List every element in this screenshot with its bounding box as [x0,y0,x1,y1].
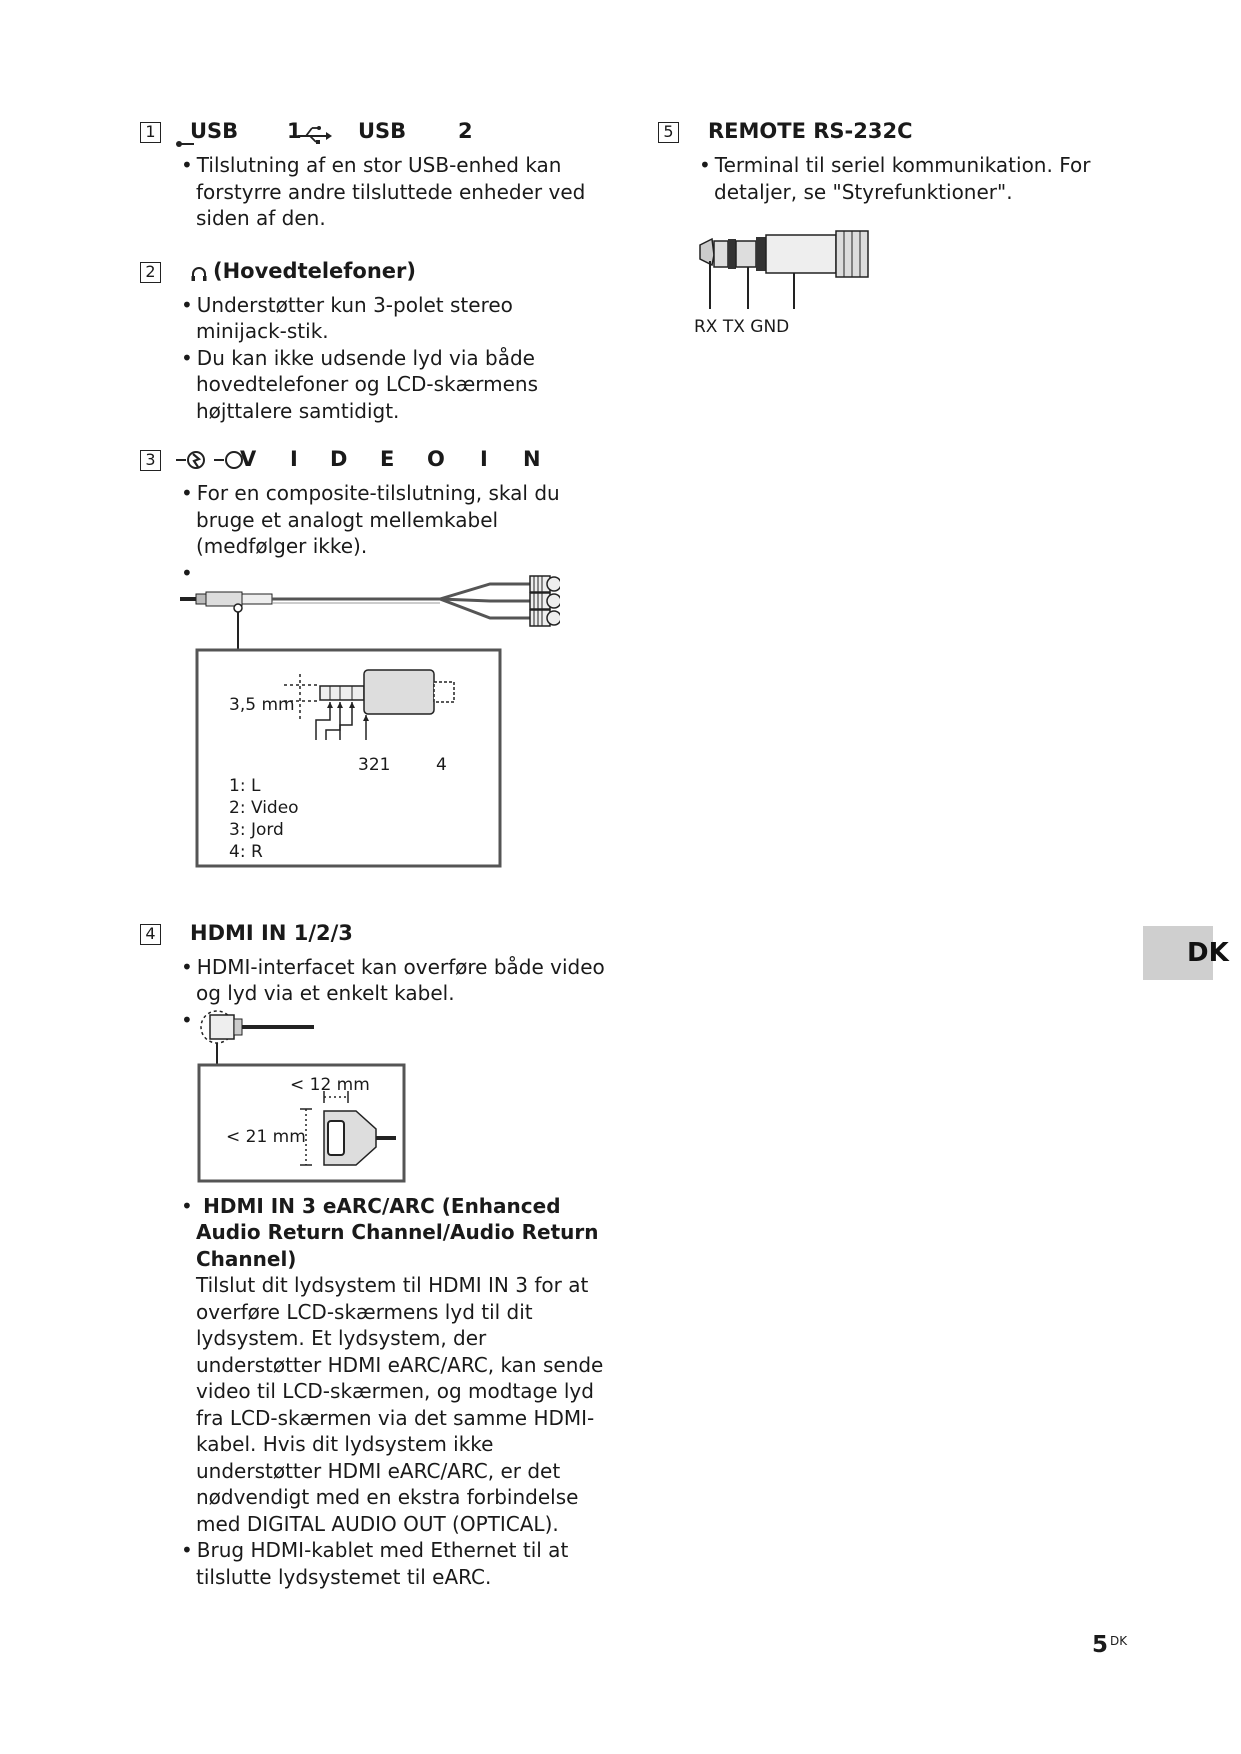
rs232c-pins-label: RX TX GND [694,317,790,337]
video-letter: V [240,447,257,471]
left-column [140,118,610,1590]
section-headphones-heading [140,258,610,292]
hdmi-width-label: < 12 mm [290,1074,370,1095]
section-remote-title: REMOTE RS-232C [708,119,913,143]
bullet-item: • Understøtter kun 3-polet stereo minijack-stik. [176,292,610,345]
composite-cable-diagram [140,570,610,900]
language-tab [1143,926,1229,980]
section-number: 1 [140,122,161,143]
bullet-item: • Brug HDMI-kablet med Ethernet til at tilslutte lydsystemet til eARC. [176,1537,610,1590]
headphones-icon [190,264,208,288]
earc-title: HDMI IN 3 eARC/ARC (Enhanced Audio Return Channel/Audio Return Channel) [196,1193,599,1271]
page-number-suffix: DK [1110,1634,1128,1648]
hdmi-plug-diagram [140,1007,610,1187]
section-headphones-bullets [140,292,610,425]
section-number: 4 [140,924,161,945]
section-hdmi-earc [140,1193,610,1591]
video-letter: D [330,447,348,471]
plug-size-label: 3,5 mm [229,694,295,715]
bullet-item-diagram [176,560,610,564]
section-remote [658,118,1108,353]
section-usb [140,118,610,232]
usb1-number: 1 [287,119,302,143]
pin-legend-item: 1: L [229,775,261,796]
bullet-item: • Du kan ikke udsende lyd via både hovedtelefoner og LCD-skærmens højttalere samtidigt. [176,345,610,425]
right-column [658,118,1108,353]
section-video-in-bullets [140,480,610,564]
video-letter: I [290,447,298,471]
usb2-label: USB [358,119,407,143]
section-remote-bullets [658,152,1108,205]
usb1-label: USB [190,119,239,143]
section-hdmi-heading [140,920,610,954]
language-tab-label: DK [1187,938,1229,968]
pin-legend-item: 2: Video [229,797,299,818]
pin-legend-item: 4: R [229,841,263,862]
rs232c-plug-diagram [658,223,1108,353]
page-number-value: 5 [1092,1632,1109,1658]
bullet-item: • Terminal til seriel kommunikation. For detaljer, se "Styrefunktioner". [694,152,1108,205]
section-usb-bullets [140,152,610,232]
composite-cable-illustration [140,570,560,900]
usb-trident-icon [296,124,332,149]
hdmi-plug-illustration [140,1007,440,1187]
section-hdmi-bullets [140,954,610,1011]
section-headphones-title: (Hovedtelefoner) [213,258,416,283]
section-hdmi [140,920,610,1591]
section-hdmi-title: HDMI IN 1/2/3 [190,920,353,945]
pin-legend-item: 3: Jord [229,819,284,840]
video-letter: N [523,447,541,471]
video-letter: E [380,447,395,471]
pin-four-label: 4 [436,754,447,775]
section-number: 3 [140,450,161,471]
usb2-number: 2 [458,119,473,143]
hdmi-height-label: < 21 mm [226,1126,306,1147]
av-input-icon [176,449,208,476]
section-number: 2 [140,262,161,283]
video-letter: I [480,447,488,471]
bullet-item: • HDMI-interfacet kan overføre både video og lyd via et enkelt kabel. [176,954,610,1007]
page-number [1092,1632,1127,1658]
section-number: 5 [658,122,679,143]
bullet-item: • For en composite-tilslutning, skal du bruge et analogt mellemkabel (medfølger ikke). [176,480,610,560]
section-video-in-heading [140,446,610,480]
pin-numbers-label: 321 [358,754,391,775]
section-remote-heading [658,118,1108,152]
bullet-item: • Tilslutning af en stor USB-enhed kan forstyrre andre tilsluttede enheder ved siden af den. [176,152,610,232]
earc-text: Tilslut dit lydsystem til HDMI IN 3 for at overføre LCD-skærmens lyd til dit lydsystem. Et lydsystem, der understøtter HDMI eARC/ARC, kan sende video til LCD-skærmen, og modtage lyd fra LCD-skærmen via det samme HDMI-kabel. Hvis dit lydsystem ikke understøtter HDMI eARC/ARC, er det nødvendigt med en ekstra forbindelse med DIGITAL AUDIO OUT (OPTICAL). [196,1273,604,1536]
section-usb-heading [140,118,610,152]
bullet-item [176,1193,610,1538]
video-letter: O [427,447,445,471]
section-video-in [140,446,610,900]
section-headphones [140,258,610,425]
